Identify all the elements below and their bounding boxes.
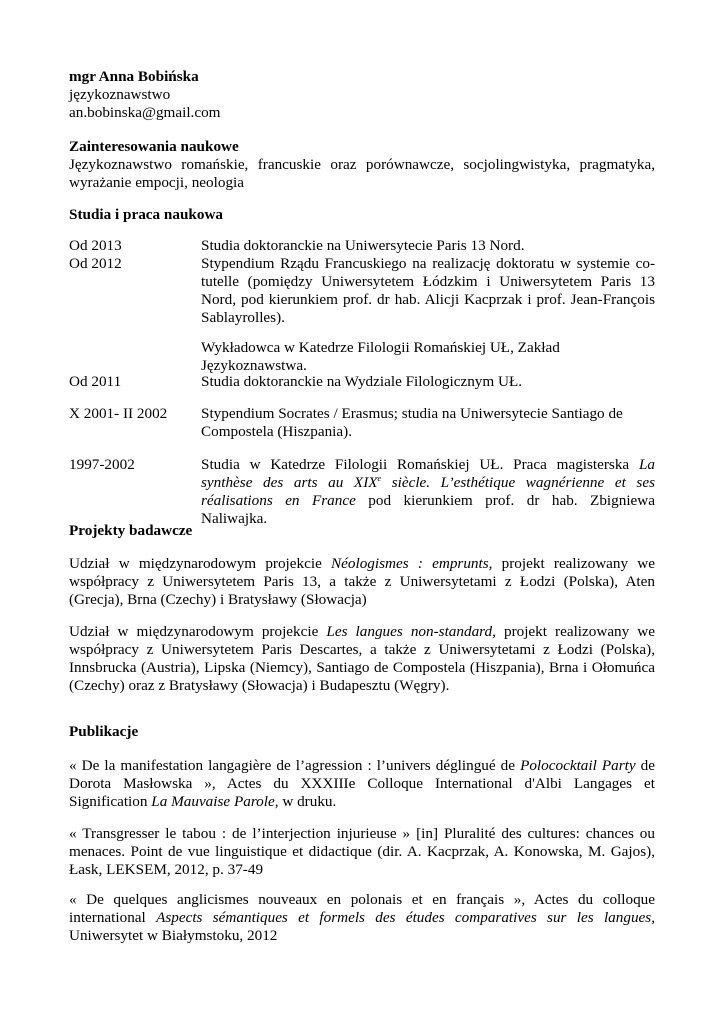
thesis-supervisor: pod kierunkiem prof. dr hab. Zbigniewa Naliwajka. [201, 492, 655, 527]
project-title: Les langues non-standard, [326, 623, 496, 640]
study-text: Stypendium Rządu Francuskiego na realizację doktoratu w systemie co-tutelle (pomiędzy Uniwersytetem Łódzkim i Uniwersytetem Paris 13 Nord, pod kierunkiem prof. dr hab. Alicji Kacprzak i prof. Jean-François Sablayrolles). [201, 255, 655, 326]
project-item [69, 555, 655, 609]
project-text: Udział w międzynarodowym projekcie [69, 623, 327, 640]
project-text: Udział w międzynarodowym projekcie [69, 555, 332, 572]
study-text: Wykładowca w Katedrze Filologii Romańskiej UŁ, Zakład Językoznawstwa. [201, 339, 560, 374]
project-title: Néologismes : emprunts, [331, 555, 493, 572]
thesis-title-a: La synthèse des arts au XIX [201, 456, 655, 491]
projects-heading: Projekty badawcze [69, 522, 193, 539]
publication-text: de Dorota Masłowska », Actes du XXXIIIe Colloque International d'Albi Langages et Signification [69, 757, 655, 810]
publication-text: « De quelques anglicismes nouveaux en polonais et en français », Actes du colloque international [69, 891, 655, 926]
study-text: Stypendium Socrates / Erasmus; studia na Uniwersytecie Santiago de Compostela (Hiszpania). [201, 405, 623, 440]
study-text [201, 456, 655, 528]
author-name: mgr Anna Bobińska [69, 68, 199, 85]
publication-title: La Mauvaise Parole, [151, 793, 279, 810]
study-date: Od 2012 [69, 255, 122, 272]
study-date: 1997-2002 [69, 456, 135, 473]
interests-heading: Zainteresowania naukowe [69, 138, 239, 155]
publications-heading: Publikacje [69, 723, 139, 740]
study-date: X 2001- II 2002 [69, 405, 168, 422]
project-item [69, 623, 655, 695]
publication-item [69, 891, 655, 945]
study-text: Studia doktoranckie na Wydziale Filologicznym UŁ. [201, 373, 523, 390]
project-text: projekt realizowany we współpracy z Uniwersytetem Paris 13, a także z Uniwersytetami z Łodzi (Polska), Aten (Grecja), Brna (Czechy) i Bratysławy (Słowacja) [69, 555, 656, 608]
project-text: projekt realizowany we współpracy z Uniwersytetem Paris Descartes, a także z Uniwersytetami z Łodzi (Polska), Innsbrucka (Austria), Lipska (Niemcy), Santiago de Compostela (Hiszpania), Brna i Ołomuńca (Czechy) oraz z Bratysławy (Słowacja) i Budapesztu (Węgry). [69, 623, 655, 694]
author-field: językoznawstwo [69, 86, 171, 103]
publication-text: w druku. [278, 793, 337, 810]
study-date: Od 2011 [69, 373, 122, 390]
studies-heading: Studia i praca naukowa [69, 206, 224, 223]
publication-title: Polococktail Party [520, 757, 636, 774]
study-date: Od 2013 [69, 237, 122, 254]
thesis-intro: Studia w Katedrze Filologii Romańskiej UŁ. Praca magisterska [201, 456, 639, 473]
publication-title: Aspects sémantiques et formels des études comparatives sur les langues, [156, 909, 655, 926]
interests-text: Językoznawstwo romańskie, francuskie oraz porównawcze, socjolingwistyka, pragmatyka, wyrażanie empocji, neologia [69, 156, 655, 191]
publication-item: « Transgresser le tabou : de l’interjection injurieuse » [in] Pluralité des cultures: chances ou menaces. Point de vue linguistique et didactique (dir. A. Kacprzak, A. Konowska, M. Gajos), Łask, LEKSEM, 2012, p. 37-49 [69, 825, 655, 878]
author-email[interactable]: an.bobinska@gmail.com [69, 104, 221, 121]
thesis-title-b: siècle. L’esthétique wagnérienne et ses réalisations en France [201, 474, 655, 509]
study-text: Studia doktoranckie na Uniwersytecie Paris 13 Nord. [201, 237, 525, 254]
publication-text: « De la manifestation langagière de l’agression : l’univers déglingué de [69, 757, 521, 774]
thesis-title-sup: e [377, 473, 382, 483]
publication-text: Uniwersytet w Białymstoku, 2012 [69, 927, 278, 944]
publication-item [69, 757, 655, 811]
